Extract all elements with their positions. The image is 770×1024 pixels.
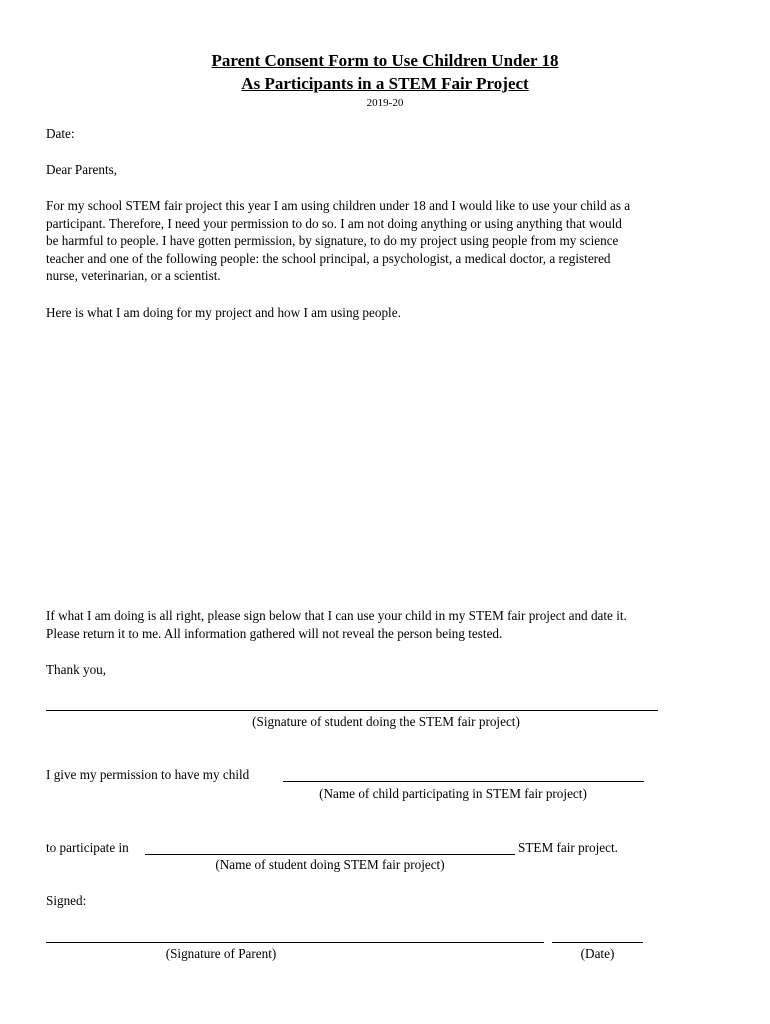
intro-line: be harmful to people. I have gotten permission, by signature, to do my project using people from my science (46, 233, 619, 248)
project-description-prompt: Here is what I am doing for my project and how I am using people. (46, 305, 401, 320)
approval-paragraph (46, 607, 728, 642)
approval-line: Please return it to me. All information gathered will not reveal the person being tested. (46, 625, 503, 641)
child-name-caption: (Name of child participating in STEM fair project) (319, 786, 587, 801)
parent-signature-caption: (Signature of Parent) (165, 946, 277, 961)
date-label: Date: (46, 126, 75, 141)
participate-suffix: STEM fair project. (518, 840, 618, 855)
form-title-line-2: As Participants in a STEM Fair Project (241, 74, 529, 93)
participate-prefix: to participate in (46, 840, 129, 855)
intro-paragraph (46, 197, 728, 285)
permission-prefix: I give my permission to have my child (46, 767, 250, 782)
intro-line: teacher and one of the following people: the school principal, a psychologist, a medical doctor, a registered (46, 250, 611, 266)
date-line[interactable] (552, 942, 643, 943)
project-description-area[interactable] (46, 328, 728, 598)
student-name-caption: (Name of student doing STEM fair project) (215, 857, 445, 872)
student-signature-line[interactable] (46, 710, 658, 711)
school-year: 2019-20 (366, 97, 404, 109)
intro-line: participant. Therefore, I need your permission to do so. I am not doing anything or using anything that would (46, 215, 622, 231)
student-name-line[interactable] (145, 854, 515, 855)
date-caption: (Date) (580, 946, 615, 961)
form-title-line-1: Parent Consent Form to Use Children Under 18 (211, 51, 559, 70)
signed-label: Signed: (46, 893, 87, 908)
student-signature-caption: (Signature of student doing the STEM fair project) (252, 714, 520, 729)
salutation: Dear Parents, (46, 162, 118, 177)
closing: Thank you, (46, 662, 107, 677)
parent-signature-line[interactable] (46, 942, 544, 943)
child-name-line[interactable] (283, 781, 644, 782)
intro-line: For my school STEM fair project this year I am using children under 18 and I would like to use your child as a (46, 198, 631, 213)
approval-line: If what I am doing is all right, please sign below that I can use your child in my STEM fair project and date it. (46, 608, 627, 623)
intro-line: nurse, veterinarian, or a scientist. (46, 268, 221, 283)
